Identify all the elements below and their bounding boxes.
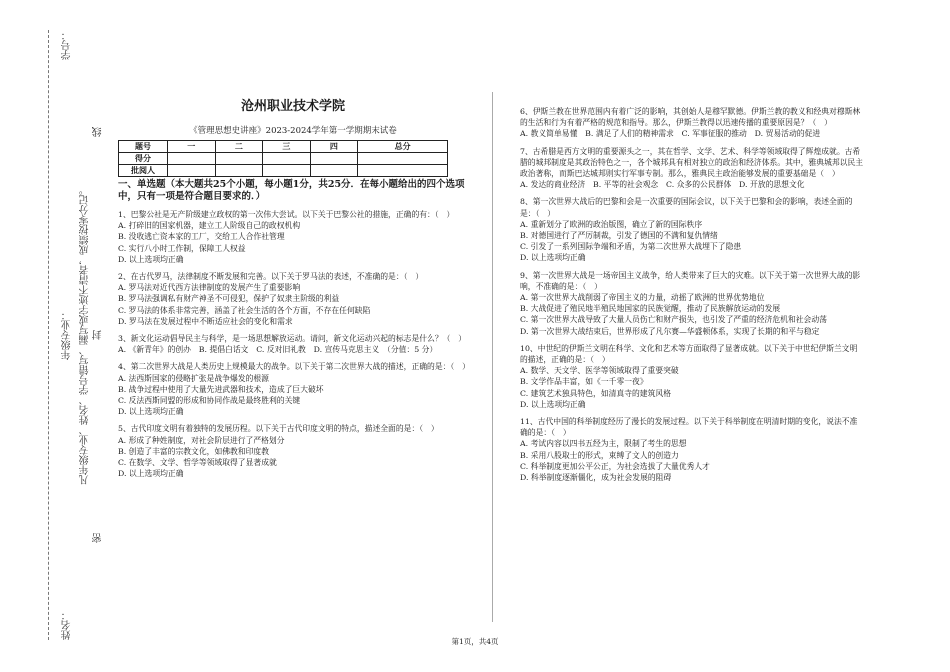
question-stem: 5、古代印度文明有着独特的发展历程。以下关于古代印度文明的特点，描述全面的是：（ ） xyxy=(118,424,439,434)
question-stem: 3、新文化运动倡导民主与科学，是一场思想解放运动。请问，新文化运动兴起的标志是什么？（ ） xyxy=(118,334,467,344)
question-item xyxy=(118,209,468,265)
question-option[interactable]: A. 《新青年》的创办 B. 提倡白话文 C. 反对旧礼教 D. 宣传马克思主义 （分值：5 分） xyxy=(118,345,438,355)
grader-cell[interactable] xyxy=(168,165,216,177)
question-option[interactable]: A. 发达的商业经济 B. 平等的社会观念 C. 众多的公民群体 D. 开放的思想文化 xyxy=(520,180,805,190)
score-cell[interactable] xyxy=(215,153,263,165)
question-option[interactable]: B. 采用八股取士的形式，束缚了文人的创造力 xyxy=(520,450,679,460)
question-option[interactable]: C. 罗马法的体系非常完善，涵盖了社会生活的各个方面，不存在任何缺陷 xyxy=(118,305,371,315)
question-stem: 7、古希腊是西方文明的重要源头之一，其在哲学、文学、艺术、科学等领域取得了辉煌成就。古希腊的城邦制度是其政治特色之一，各个城邦具有相对独立的政治和经济体系。其中，雅典城邦以民主政治著称，而斯巴达城邦则实行军事专制。那么，雅典民主政治能够发展的重要基础是（ ） xyxy=(520,146,864,179)
score-header-cell: 四 xyxy=(310,141,358,153)
question-option[interactable]: D. 以上选项均正确 xyxy=(520,399,586,409)
question-item xyxy=(520,416,865,483)
grader-row xyxy=(119,165,448,177)
seal-mark-mi: 密 xyxy=(93,533,104,544)
seal-mark-feng: 封 xyxy=(93,330,104,341)
question-option[interactable]: B. 没收逃亡资本家的工厂，交给工人合作社管理 xyxy=(118,232,285,242)
question-option[interactable]: B. 战争过程中使用了大量先进武器和技术，造成了巨大破坏 xyxy=(118,384,324,394)
grader-cell[interactable] xyxy=(310,165,358,177)
page-divider xyxy=(492,92,493,622)
question-item xyxy=(520,146,865,191)
question-item xyxy=(520,196,865,263)
question-stem: 1、巴黎公社是无产阶级建立政权的第一次伟大尝试。以下关于巴黎公社的措施，正确的有：（ ） xyxy=(118,210,455,219)
right-page xyxy=(520,100,865,483)
student-info-column xyxy=(62,30,74,640)
question-stem: 6、伊斯兰教在世界范围内有着广泛的影响，其创始人是穆罕默德。伊斯兰教的教义和经典对穆斯林的生活和行为有着严格的规范和指导。那么，伊斯兰教得以迅速传播的重要原因是？（ ） xyxy=(520,107,861,128)
question-option[interactable]: A. 法西斯国家的侵略扩张是战争爆发的根源 xyxy=(118,373,269,383)
question-option[interactable]: A. 第一次世界大战削弱了帝国主义的力量，动摇了欧洲的世界优势地位 xyxy=(520,293,765,303)
question-option[interactable]: C. 实行八小时工作制，保障工人权益 xyxy=(118,243,246,253)
grader-cell[interactable] xyxy=(358,165,448,177)
question-item xyxy=(520,106,865,140)
question-option[interactable]: A. 重新划分了欧洲的政治版图，确立了新的国际秩序 xyxy=(520,219,703,229)
binding-margin xyxy=(0,0,108,672)
grader-row-label: 批阅人 xyxy=(119,165,168,177)
question-option[interactable]: C. 在数学、文学、哲学等领域取得了显著成就 xyxy=(118,458,277,468)
score-cell[interactable] xyxy=(358,153,448,165)
question-option[interactable]: A. 形成了种姓制度，对社会阶层进行了严格划分 xyxy=(118,435,285,445)
binding-notice: 凡年级专业、姓名、学号错写、漏写或字迹不清者，成绩按零分记。 xyxy=(80,185,91,485)
school-title: 沧州职业技术学院 xyxy=(240,99,345,114)
question-option[interactable]: D. 以上选项均正确 xyxy=(520,253,586,263)
right-question-list xyxy=(520,106,865,483)
question-stem: 2、在古代罗马，法律制度不断发展和完善。以下关于罗马法的表述，不准确的是：（ ） xyxy=(118,272,424,282)
question-stem: 10、中世纪的伊斯兰文明在科学、文化和艺术等方面取得了显著成就。以下关于中世纪伊斯兰文明的描述，正确的是：（ ） xyxy=(520,343,858,365)
question-option[interactable]: A. 打碎旧的国家机器，建立工人阶级自己的政权机构 xyxy=(118,221,301,231)
score-cell[interactable] xyxy=(310,153,358,165)
score-table-header-row xyxy=(119,141,448,153)
question-option[interactable]: A. 考试内容以四书五经为主，限制了考生的思想 xyxy=(520,439,687,449)
question-option[interactable]: B. 对德国进行了严厉制裁，引发了德国的不满和复仇情绪 xyxy=(520,231,718,241)
binding-notice-column xyxy=(80,30,92,640)
question-option[interactable]: D. 科举制度逐渐僵化，成为社会发展的阻碍 xyxy=(520,473,672,483)
question-stem: 9、第一次世界大战是一场帝国主义战争，给人类带来了巨大的灾难。以下关于第一次世界大战的影响，不准确的是：（ ） xyxy=(520,270,861,291)
question-item xyxy=(118,333,468,355)
question-option[interactable]: D. 以上选项均正确 xyxy=(118,407,184,417)
score-cell[interactable] xyxy=(263,153,311,165)
question-option[interactable]: C. 科举制度更加公平公正，为社会选拔了大量优秀人才 xyxy=(520,461,710,471)
question-option[interactable]: D. 以上选项均正确 xyxy=(118,254,184,264)
section-one-heading: 一、单选题（本大题共25个小题，每小题1分，共25分．在每小题给出的四个选项中，只有一项是符合题目要求的．） xyxy=(118,179,465,202)
question-option[interactable]: B. 大战促进了殖民地半殖民地国家的民族觉醒，推动了民族解放运动的发展 xyxy=(520,304,781,314)
outer-dashed-line xyxy=(48,30,49,640)
question-option[interactable]: B. 罗马法强调私有财产神圣不可侵犯，保护了奴隶主阶级的利益 xyxy=(118,294,340,304)
question-option[interactable]: D. 以上选项均正确 xyxy=(118,469,184,479)
page-footer: 第1页，共4页 xyxy=(451,637,499,646)
question-option[interactable]: D. 第一次世界大战结束后，世界形成了凡尔赛—华盛顿体系，实现了长期的和平与稳定 xyxy=(520,326,820,336)
left-question-list xyxy=(118,209,468,479)
question-item xyxy=(118,271,468,327)
score-row-label: 得分 xyxy=(119,153,168,165)
question-stem: 8、第一次世界大战后的巴黎和会是一次重要的国际会议，以下关于巴黎和会的影响，表述全面的是：（ ） xyxy=(520,197,853,218)
question-option[interactable]: C. 反法西斯同盟的形成和协同作战是最终胜利的关键 xyxy=(118,396,301,406)
question-item xyxy=(520,270,865,337)
score-row xyxy=(119,153,448,165)
question-option[interactable]: D. 罗马法在发展过程中不断适应社会的变化和需求 xyxy=(118,316,293,326)
exam-title: 《管理思想史讲座》2023-2024学年第一学期期末试卷 xyxy=(189,126,397,136)
major-label: 年级专业： xyxy=(62,310,73,360)
question-option[interactable]: C. 引发了一系列国际争端和矛盾，为第二次世界大战埋下了隐患 xyxy=(520,242,742,252)
name-label: 姓名： xyxy=(62,610,73,640)
grader-cell[interactable] xyxy=(263,165,311,177)
question-option[interactable]: B. 文学作品丰富，如《一千零一夜》 xyxy=(520,377,648,387)
seal-mark-xian: 线 xyxy=(93,126,104,137)
score-table xyxy=(118,140,448,177)
score-header-cell: 二 xyxy=(215,141,263,153)
question-option[interactable]: C. 建筑艺术独具特色，如清真寺的建筑风格 xyxy=(520,388,671,398)
question-option[interactable]: A. 罗马法对近代西方法律制度的发展产生了重要影响 xyxy=(118,283,301,293)
question-item xyxy=(520,343,865,410)
question-item xyxy=(118,361,468,417)
score-cell[interactable] xyxy=(168,153,216,165)
score-header-cell: 题号 xyxy=(119,141,168,153)
question-stem: 4、第二次世界大战是人类历史上规模最大的战争。以下关于第二次世界大战的描述，正确的是：（ ） xyxy=(118,362,470,372)
seal-marks xyxy=(93,30,105,640)
student-id-label: 学号： xyxy=(62,30,73,60)
score-header-cell: 三 xyxy=(263,141,311,153)
left-page xyxy=(118,95,468,479)
question-option[interactable]: B. 创造了丰富的宗教文化，如佛教和印度教 xyxy=(118,446,270,456)
score-header-cell: 一 xyxy=(168,141,216,153)
question-option[interactable]: A. 教义简单易懂 B. 满足了人们的精神需求 C. 军事征服的推动 D. 贸易活动的促进 xyxy=(520,129,821,139)
score-header-cell: 总分 xyxy=(358,141,448,153)
question-option[interactable]: A. 数学、天文学、医学等领域取得了重要突破 xyxy=(520,366,679,376)
question-item xyxy=(118,423,468,479)
question-stem: 11、古代中国的科举制度经历了漫长的发展过程。以下关于科举制度在明清时期的变化，说法不准确的是：（ ） xyxy=(520,417,858,438)
grader-cell[interactable] xyxy=(215,165,263,177)
question-option[interactable]: C. 第一次世界大战导致了大量人员伤亡和财产损失，也引发了严重的经济危机和社会动荡 xyxy=(520,315,827,325)
